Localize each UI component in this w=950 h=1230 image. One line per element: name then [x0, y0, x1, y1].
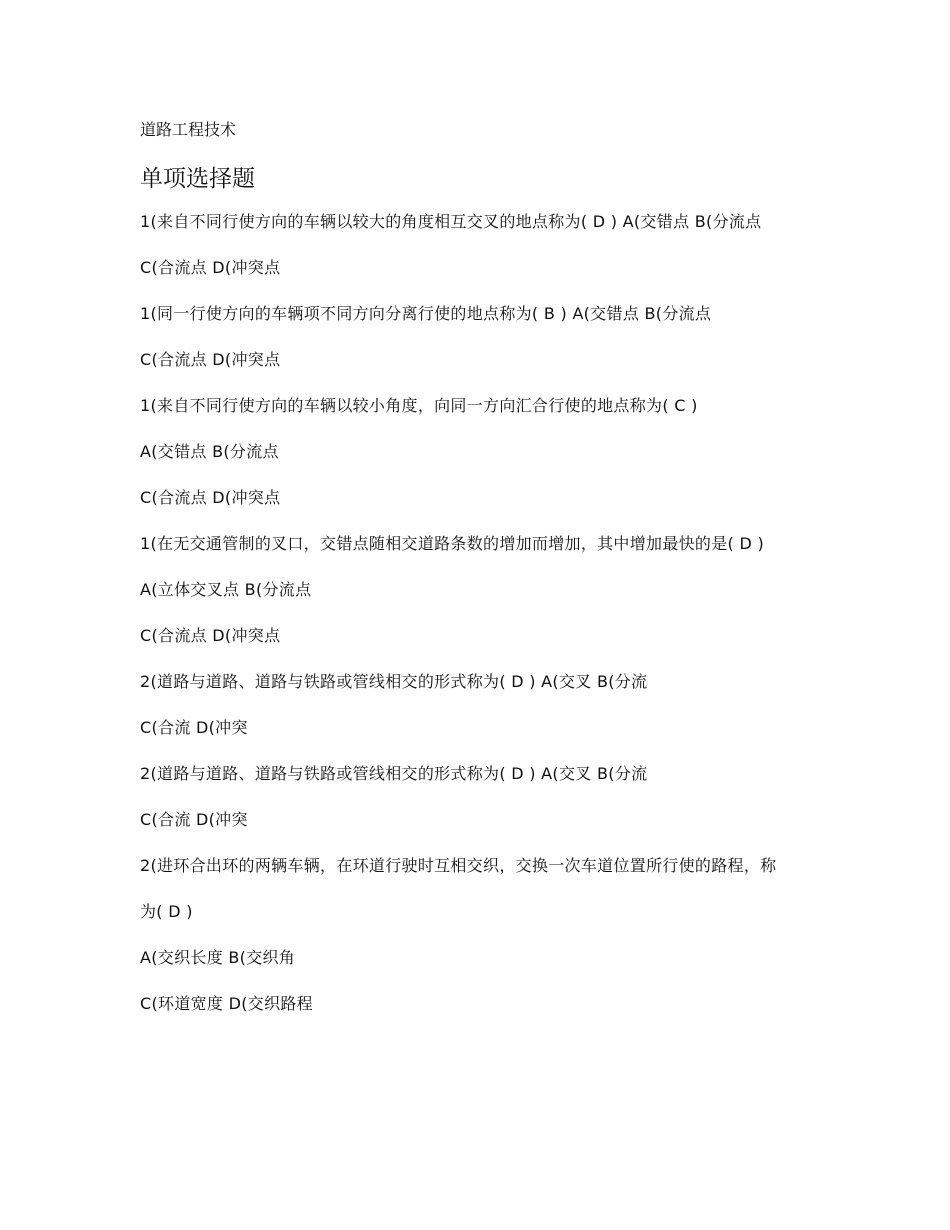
- question-line: 1(来自不同行使方向的车辆以较小角度，向同一方向汇合行使的地点称为( C ): [140, 396, 698, 415]
- question-line: 1(来自不同行使方向的车辆以较大的角度相互交叉的地点称为( D ) A(交错点 B(分流点: [140, 212, 762, 231]
- question-continuation-line: 为( D ): [140, 902, 193, 921]
- option-line: C(环道宽度 D(交织路程: [140, 994, 313, 1013]
- question-line: 2(进环合出环的两辆车辆，在环道行驶时互相交织，交换一次车道位置所行使的路程，称: [140, 856, 777, 875]
- question-line: 1(同一行使方向的车辆项不同方向分离行使的地点称为( B ) A(交错点 B(分流点: [140, 304, 712, 323]
- document-title: 道路工程技术: [140, 120, 237, 139]
- option-line: A(交错点 B(分流点: [140, 442, 279, 461]
- option-line: C(合流 D(冲突: [140, 718, 248, 737]
- option-line: C(合流点 D(冲突点: [140, 626, 281, 645]
- section-heading: 单项选择题: [140, 166, 255, 192]
- option-line: C(合流 D(冲突: [140, 810, 248, 829]
- option-line: A(交织长度 B(交织角: [140, 948, 296, 967]
- option-line: C(合流点 D(冲突点: [140, 350, 281, 369]
- question-line: 1(在无交通管制的叉口，交错点随相交道路条数的增加而增加，其中增加最快的是( D ): [140, 534, 764, 553]
- option-line: C(合流点 D(冲突点: [140, 258, 281, 277]
- question-line: 2(道路与道路、道路与铁路或管线相交的形式称为( D ) A(交叉 B(分流: [140, 764, 648, 783]
- option-line: C(合流点 D(冲突点: [140, 488, 281, 507]
- document-content: [140, 117, 812, 1037]
- option-line: A(立体交叉点 B(分流点: [140, 580, 312, 599]
- question-line: 2(道路与道路、道路与铁路或管线相交的形式称为( D ) A(交叉 B(分流: [140, 672, 648, 691]
